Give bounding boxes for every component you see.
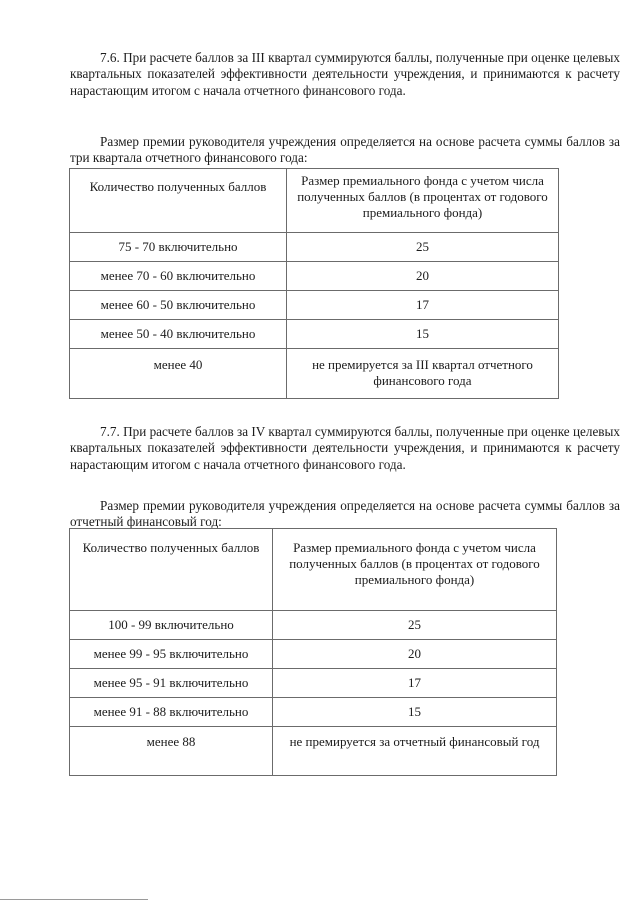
fund-cell: 17 bbox=[273, 669, 557, 698]
table-row bbox=[70, 640, 557, 669]
points-cell: 75 - 70 включительно bbox=[70, 233, 287, 262]
points-cell: 100 - 99 включительно bbox=[70, 611, 273, 640]
section-7-6-bonus-paragraph: Размер премии руководителя учреждения определяется на основе расчета суммы баллов за три квартала отчетного финансового года: bbox=[70, 134, 620, 166]
fund-cell: 15 bbox=[287, 320, 559, 349]
footer-divider bbox=[0, 899, 148, 900]
table-row bbox=[70, 727, 557, 776]
section-7-7-paragraph: 7.7. При расчете баллов за IV квартал суммируются баллы, полученные при оценке целевых квартальных показателей эффективности деятельности учреждения, и принимаются к расчету нарастающим итогом с начала отчетного финансового года. bbox=[70, 424, 620, 472]
fund-cell: не премируется за III квартал отчетного финансового года bbox=[287, 349, 559, 399]
table-row bbox=[70, 233, 559, 262]
points-cell: менее 91 - 88 включительно bbox=[70, 698, 273, 727]
fund-cell: 25 bbox=[273, 611, 557, 640]
table-row bbox=[70, 320, 559, 349]
table-row bbox=[70, 291, 559, 320]
table-header-row bbox=[70, 529, 557, 611]
fund-cell: 25 bbox=[287, 233, 559, 262]
table-header-row bbox=[70, 169, 559, 233]
points-cell: менее 70 - 60 включительно bbox=[70, 262, 287, 291]
fund-cell: 20 bbox=[273, 640, 557, 669]
points-cell: менее 95 - 91 включительно bbox=[70, 669, 273, 698]
points-cell: менее 60 - 50 включительно bbox=[70, 291, 287, 320]
table-row bbox=[70, 349, 559, 399]
points-cell: менее 88 bbox=[70, 727, 273, 776]
fund-cell: 20 bbox=[287, 262, 559, 291]
table-row bbox=[70, 262, 559, 291]
header-fund-cell: Размер премиального фонда с учетом числа полученных баллов (в процентах от годового премиального фонда) bbox=[287, 169, 559, 233]
section-7-7-bonus-paragraph: Размер премии руководителя учреждения определяется на основе расчета суммы баллов за отчетный финансовый год: bbox=[70, 498, 620, 530]
header-points-cell: Количество полученных баллов bbox=[70, 169, 287, 233]
fund-cell: 15 bbox=[273, 698, 557, 727]
fund-cell: не премируется за отчетный финансовый год bbox=[273, 727, 557, 776]
header-fund-cell: Размер премиального фонда с учетом числа полученных баллов (в процентах от годового премиального фонда) bbox=[273, 529, 557, 611]
points-cell: менее 99 - 95 включительно bbox=[70, 640, 273, 669]
points-cell: менее 50 - 40 включительно bbox=[70, 320, 287, 349]
points-cell: менее 40 bbox=[70, 349, 287, 399]
table-row bbox=[70, 669, 557, 698]
q3-bonus-table bbox=[69, 168, 559, 399]
header-points-cell: Количество полученных баллов bbox=[70, 529, 273, 611]
table-row bbox=[70, 611, 557, 640]
fund-cell: 17 bbox=[287, 291, 559, 320]
table-row bbox=[70, 698, 557, 727]
q4-bonus-table bbox=[69, 528, 557, 776]
section-7-6-paragraph: 7.6. При расчете баллов за III квартал суммируются баллы, полученные при оценке целевых квартальных показателей эффективности деятельности учреждения, и принимаются к расчету нарастающим итогом с начала отчетного финансового года. bbox=[70, 50, 620, 98]
